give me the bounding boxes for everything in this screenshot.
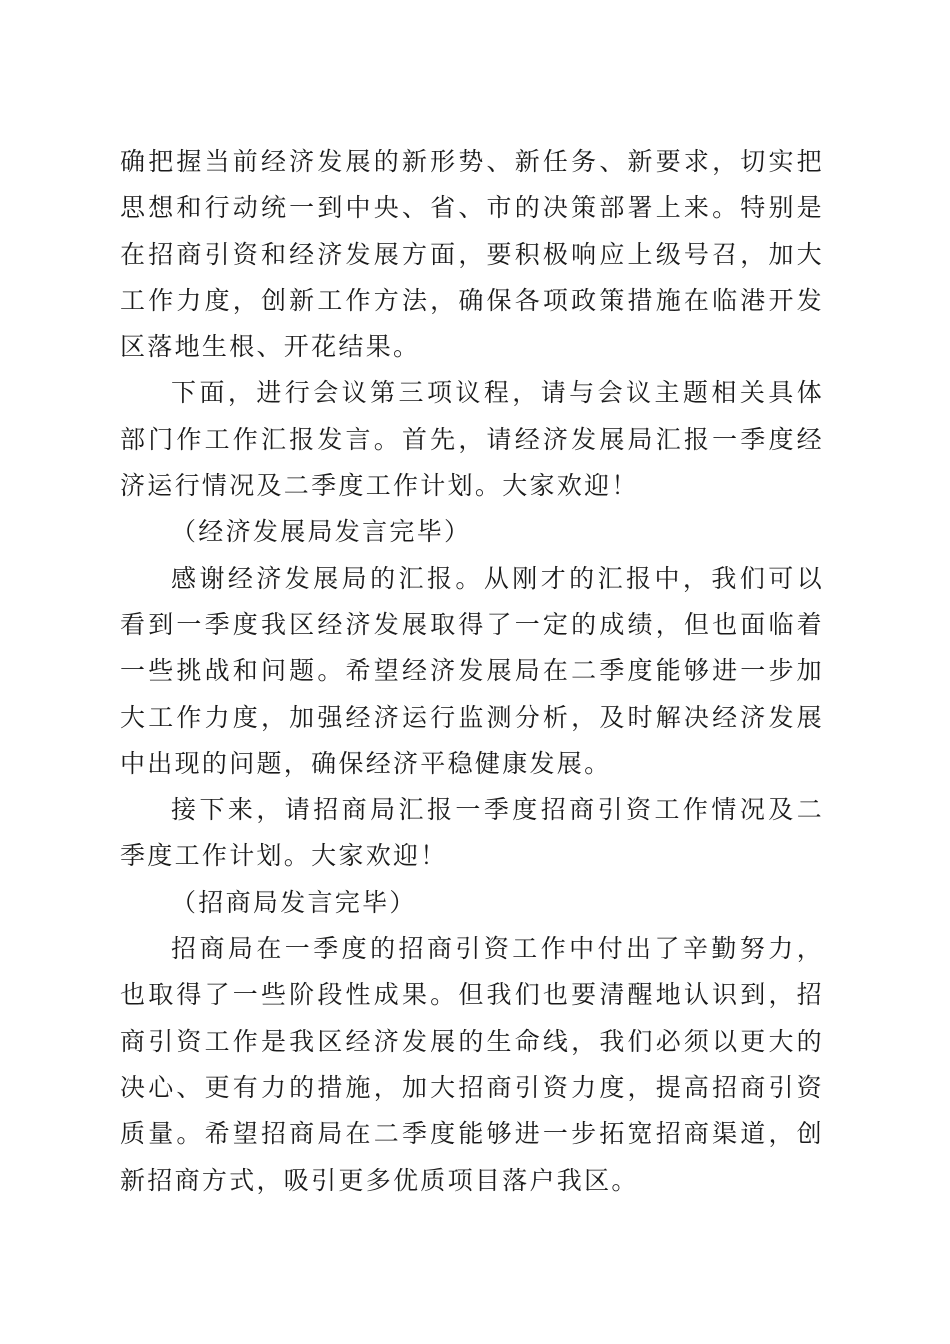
paragraph-economic-bureau-remarks: 感谢经济发展局的汇报。从刚才的汇报中，我们可以看到一季度我区经济发展取得了一定的成绩，但也面临着一些挑战和问题。希望经济发展局在二季度能够进一步加大工作力度，加强经济运行监测分析，及时解决经济发展中出现的问题，确保经济平稳健康发展。	[120, 563, 824, 778]
paragraph-investment-bureau-remarks: 招商局在一季度的招商引资工作中付出了辛勤努力，也取得了一些阶段性成果。但我们也要清醒地认识到，招商引资工作是我区经济发展的生命线，我们必须以更大的决心、更有力的措施，加大招商引资力度，提高招商引资质量。希望招商局在二季度能够进一步拓宽招商渠道，创新招商方式，吸引更多优质项目落户我区。	[120, 934, 824, 1195]
document-body	[120, 139, 824, 1204]
stage-note-economic-bureau: （经济发展局发言完毕）	[171, 517, 472, 547]
stage-note-investment-bureau: （招商局发言完毕）	[171, 887, 417, 917]
paragraph-investment-bureau-intro: 接下来，请招商局汇报一季度招商引资工作情况及二季度工作计划。大家欢迎！	[120, 795, 824, 871]
paragraph-continued: 确把握当前经济发展的新形势、新任务、新要求，切实把思想和行动统一到中央、省、市的决策部署上来。特别是在招商引资和经济发展方面，要积极响应上级号召，加大工作力度，创新工作方法，确保各项政策措施在临港开发区落地生根、开花结果。	[120, 147, 824, 362]
paragraph-agenda-item-three: 下面，进行会议第三项议程，请与会议主题相关具体部门作工作汇报发言。首先，请经济发展局汇报一季度经济运行情况及二季度工作计划。大家欢迎！	[120, 378, 824, 501]
